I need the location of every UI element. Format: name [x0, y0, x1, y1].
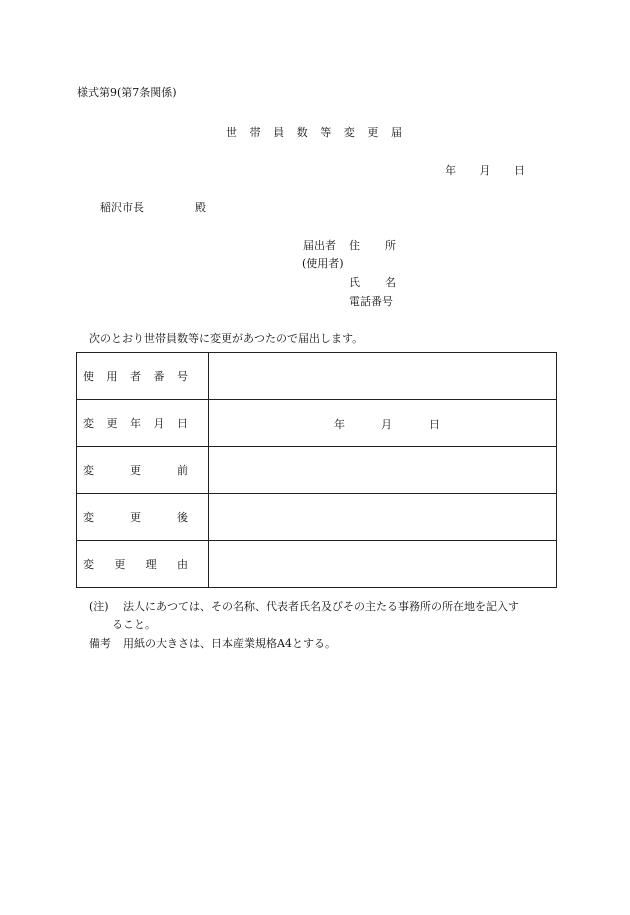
- table-row: [77, 447, 557, 494]
- applicant-role-sub: (使用者): [302, 257, 344, 270]
- title-char: 員: [273, 126, 285, 139]
- applicant-role: 届出者: [303, 239, 336, 252]
- addressee-name: 稲沢市長: [100, 201, 144, 214]
- before-change-field[interactable]: [209, 447, 557, 494]
- header-date: [445, 162, 525, 178]
- change-date-month: 月: [381, 418, 392, 431]
- remark-prefix: 備考: [89, 637, 111, 650]
- change-form-table: [76, 352, 557, 588]
- name-label: 氏 名: [349, 276, 396, 289]
- title-char: 変: [343, 126, 355, 139]
- title-char: 等: [320, 126, 332, 139]
- statement: 次のとおり世帯員数等に変更があつたので届出します。: [89, 332, 364, 345]
- change-date-field[interactable]: [209, 400, 557, 447]
- change-reason-field[interactable]: [209, 541, 557, 588]
- table-row: [77, 353, 557, 400]
- row-label: 変 更 前: [77, 447, 209, 494]
- note-line-1: 法人にあつては、その名称、代表者氏名及びその主たる事務所の所在地を記入す: [123, 600, 519, 613]
- title-char: 更: [367, 126, 379, 139]
- note-line-2: ること。: [112, 618, 156, 631]
- form-number: 様式第9(第7条関係): [77, 86, 177, 99]
- addressee-honorific: 殿: [195, 201, 206, 214]
- row-label: 変 更 理 由: [77, 541, 209, 588]
- table-row: [77, 541, 557, 588]
- change-date-day: 日: [429, 418, 440, 431]
- user-number-field[interactable]: [209, 353, 557, 400]
- phone-label: 電話番号: [349, 295, 393, 308]
- after-change-field[interactable]: [209, 494, 557, 541]
- address-label: 住 所: [349, 239, 396, 252]
- date-month-label: 月: [479, 164, 491, 177]
- note-prefix: (注): [89, 600, 109, 613]
- change-date-year: 年: [334, 418, 345, 431]
- date-year-label: 年: [445, 164, 456, 177]
- title-char: 世: [226, 126, 237, 139]
- table-row: [77, 400, 557, 447]
- title-char: 数: [296, 126, 308, 139]
- row-label: 変 更 後: [77, 494, 209, 541]
- row-label: 変 更 年 月 日: [77, 400, 209, 447]
- document-title: [226, 124, 402, 140]
- date-day-label: 日: [514, 164, 525, 177]
- row-label: 使 用 者 番 号: [77, 353, 209, 400]
- title-char: 帯: [249, 126, 261, 139]
- title-char: 届: [390, 126, 402, 139]
- remark-text: 用紙の大きさは、日本産業規格A4とする。: [123, 637, 336, 650]
- table-row: [77, 494, 557, 541]
